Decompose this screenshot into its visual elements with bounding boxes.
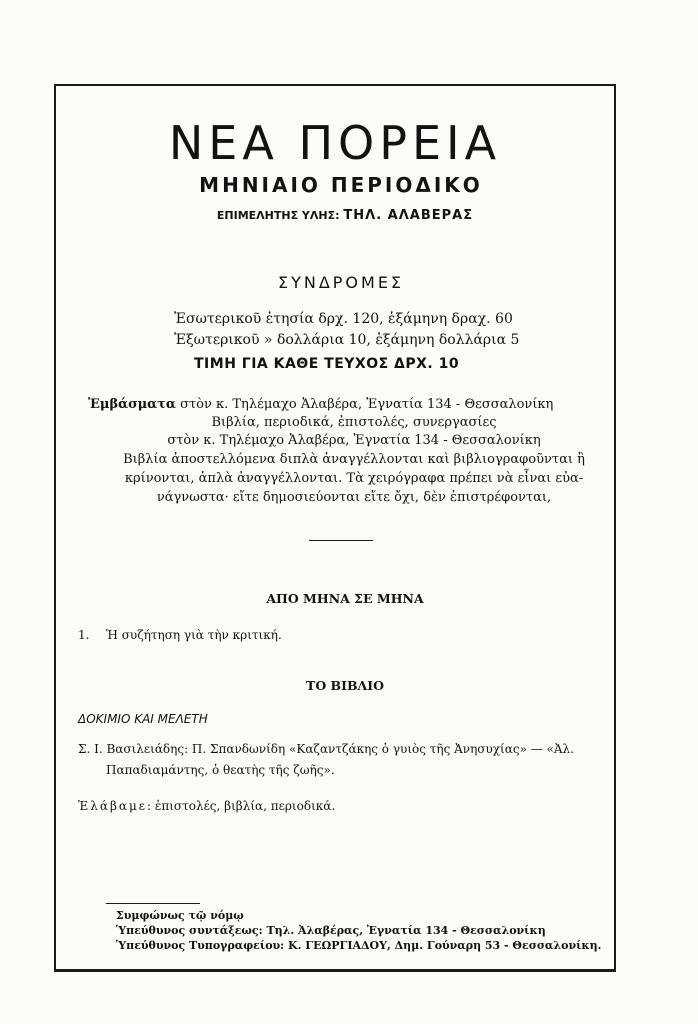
received-label: Ἐλάβαμε [78, 799, 148, 813]
editor-name: ΤΗΛ. ΑΛΑΒΕΡΑΣ [343, 208, 474, 223]
essay-entry-line-1: Σ. Ι. Βασιλειάδης: Π. Σπανδωνίδη «Καζαντζάκης ὁ γυιὸς τῆς Ἀνησυχίας» — «Ἀλ. [78, 742, 574, 756]
section-subheading-essay: ΔΟΚΙΜΙΟ ΚΑΙ ΜΕΛΕΤΗ [78, 712, 208, 726]
editor-label: ΕΠΙΜΕΛΗΤΗΣ ΥΛΗΣ: [216, 209, 340, 222]
notice-line-2: Βιβλία, περιοδικά, ἐπιστολές, συνεργασίες [211, 415, 497, 430]
legal-line-1: Συμφώνως τῷ νόμῳ [116, 909, 244, 922]
notice-line-6: νάγνωστα· εἴτε δημοσιεύονται εἴτε ὄχι, δὲν ἐπιστρέφονται, [156, 490, 552, 505]
notice-line-5: κρίνονται, ἁπλὰ ἀναγγέλλονται. Τὰ χειρόγραφα πρέπει νὰ εἶναι εὐα- [124, 471, 584, 486]
received-items: : ἐπιστολές, βιβλία, περιοδικά. [147, 799, 336, 813]
subscription-foreign: Ἐξωτερικοῦ » δολλάρια 10, ἑξάμηνη δολλάρια 5 [174, 332, 520, 348]
notice-remittances-label: Ἐμβάσματα [88, 397, 176, 412]
issue-price: ΤΙΜΗ ΓΙΑ ΚΑΘΕ ΤΕΥΧΟΣ ΔΡΧ. 10 [194, 356, 460, 372]
contents-item [78, 628, 282, 642]
subscriptions-heading: ΣΥΝΔΡΟΜΕΣ [277, 273, 405, 292]
subscription-domestic: Ἐσωτερικοῦ ἐτησία δρχ. 120, ἑξάμηνη δραχ. 60 [174, 311, 513, 327]
section-heading-month: ΑΠΟ ΜΗΝΑ ΣΕ ΜΗΝΑ [266, 591, 424, 606]
magazine-subtitle: ΜΗΝΙΑΙΟ ΠΕΡΙΟΔΙΚΟ [199, 173, 483, 197]
notice-line-4: Βιβλία ἀποστελλόμενα διπλὰ ἀναγγέλλονται καὶ βιβλιογραφοῦνται ἢ [123, 452, 585, 467]
contents-item-number: 1. [78, 628, 90, 642]
legal-line-2: Ὑπεύθυνος συντάξεως: Τηλ. Ἀλαβέρας, Ἐγνατία 134 - Θεσσαλονίκη [116, 924, 546, 937]
legal-line-3: Ὑπεύθυνος Τυπογραφείου: Κ. ΓΕΩΡΓΙΑΔΟΥ, Δημ. Γούναρη 53 - Θεσσαλονίκη. [116, 939, 602, 952]
essay-entry-line-2: Παπαδιαμάντης, ὁ θεατὴς τῆς ζωῆς». [106, 763, 335, 777]
notice-line-1 [88, 397, 628, 412]
notice-remittances-address: στὸν κ. Τηλέμαχο Ἀλαβέρα, Ἐγνατία 134 - Θεσσαλονίκη [175, 397, 554, 412]
contents-item-title: Ἡ συζήτηση γιὰ τὴν κριτική. [106, 628, 282, 642]
divider [309, 540, 373, 541]
magazine-title: ΝΕΑ ΠΟΡΕΙΑ [168, 116, 502, 170]
section-heading-book: ΤΟ ΒΙΒΛΙΟ [306, 678, 384, 693]
footer-divider [106, 903, 200, 904]
editor-line [54, 208, 636, 223]
received-line [78, 799, 335, 813]
notice-line-3: στὸν κ. Τηλέμαχο Ἀλαβέρα, Ἐγνατία 134 - Θεσσαλονίκη [167, 433, 541, 448]
